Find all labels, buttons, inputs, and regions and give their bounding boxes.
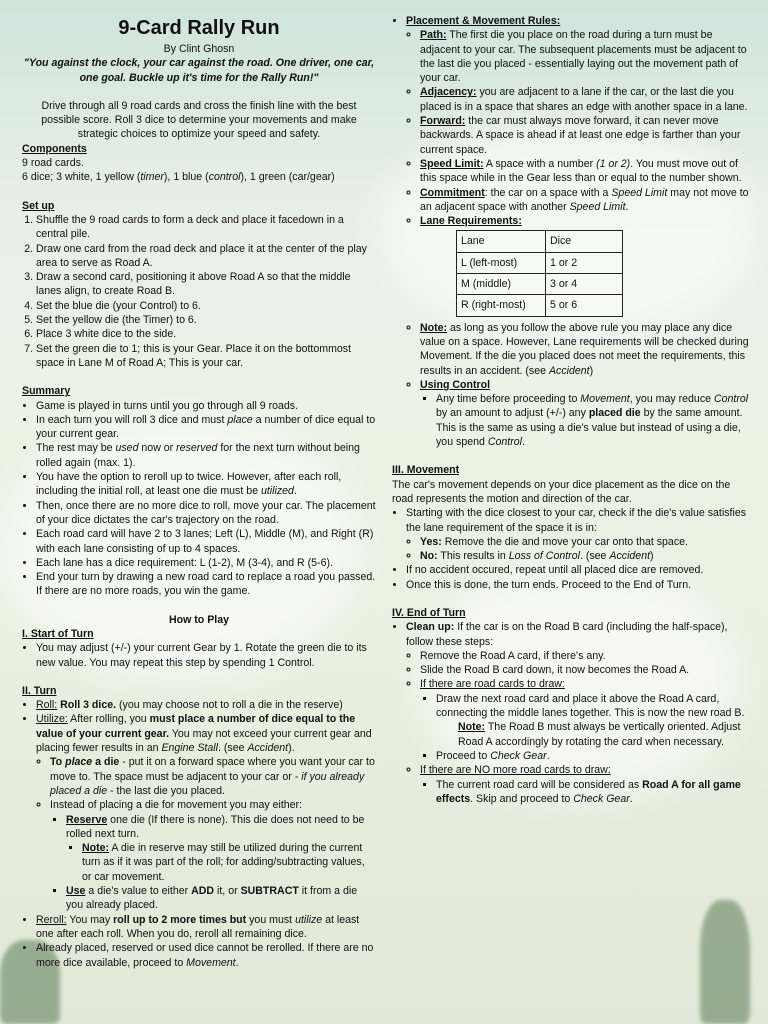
setup-heading: Set up [22,199,55,212]
table-cell: 3 or 4 [546,274,623,295]
table-row [457,274,623,295]
list-item: ▪ Note: A die in reserve may still be utilized during the current turn as if it was part of the roll; for adding/subtracting values, or car movement. [82,841,376,884]
list-item: ◦ Slide the Road B card down, it now becomes the Road A. [420,663,750,677]
list-item: ◦ Remove the Road A card, if there's any. [420,649,750,663]
list-item: • End your turn by drawing a new road card to replace a road you passed. If there are no more roads, you win the game. [36,570,376,599]
table-header-cell: Dice [546,231,623,252]
list-item: ▪ Any time before proceeding to Movement, you may reduce Control by an amount to adjust (+/-) any placed die by the same amount. This is the same as using a die's value but instead of using a die, you spend Control. [436,392,750,449]
background-tree [700,900,750,1024]
setup-step: 5. Set the yellow die (the Timer) to 6. [36,313,376,327]
list-item: • Once this is done, the turn ends. Proceed to the End of Turn. [406,578,750,592]
list-item: ◦ Commitment: the car on a space with a Speed Limit may not move to an adjacent space with another Speed Limit. [420,186,750,215]
lane-requirements-table [456,230,623,316]
components-heading: Components [22,142,87,155]
setup-step: 1. Shuffle the 9 road cards to form a deck and place it facedown in a central pile. [36,213,376,242]
table-row [457,295,623,316]
list-item: • You have the option to reroll up to twice. However, after each roll, including the initial roll, at least one die must be utilized. [36,470,376,499]
list-item: • Reroll: You may roll up to 2 more times but you must utilize at least one after each roll. When you do, reroll all remaining dice. [36,913,376,942]
table-cell: M (middle) [457,274,546,295]
list-item: • The rest may be used now or reserved for the next turn without being rolled again (max. 1). [36,441,376,470]
table-header-row [457,231,623,252]
list-item: • Clean up: If the car is on the Road B card (including the half-space), follow these steps: ◦ Remove the Road A card, if there's any. ◦ Slide the Road B card down, it now becomes the Road A. ◦ If there are road cards to draw: ▪ Draw the next road card and place it above the Road A card, connecting the middle lanes together. This is now the new road B. Note: The Road B must always be vertically oriented. Adjust Road A accordingly by rotating the card when necessary. ▪ Proceed to Check Gear. ◦ If there are NO more road cards to draw: ▪ The current road card will be considered as Road A for all game effects. Skip and proceed to Check Gear. [406,620,750,806]
movement-heading: III. Movement [392,464,460,477]
list-item: ▪ Use a die's value to either ADD it, or SUBTRACT it from a die you already placed. [66,884,376,913]
list-item: • Then, once there are no more dice to roll, move your car. The placement of your dice dictates the car's trajectory on the road. [36,499,376,528]
list-item: ▪ Proceed to Check Gear. [436,749,750,763]
list-item: ◦ Forward: the car must always move forward, it can never move backwards. A space is ahead if at least one edge is farther than your current space. [420,114,750,157]
end-of-turn-list [392,620,750,806]
list-item: ◦ No: This results in Loss of Control. (see Accident) [420,549,750,563]
left-column [22,0,376,970]
table-cell: R (right-most) [457,295,546,316]
list-item: ◦ If there are road cards to draw: ▪ Draw the next road card and place it above the Road A card, connecting the middle lanes together. This is now the new road B. Note: The Road B must always be vertically oriented. Adjust Road A accordingly by rotating the card when necessary. ▪ Proceed to Check Gear. [420,677,750,763]
list-item: ▪ The current road card will be considered as Road A for all game effects. Skip and proceed to Check Gear. [436,778,750,807]
summary-list [22,399,376,599]
intro-paragraph: Drive through all 9 road cards and cross the finish line with the best possible score. Roll 3 dice to determine your movements and make strategic choices to optimize your speed and safety. [41,99,357,141]
movement-list [392,506,750,592]
setup-step: 7. Set the green die to 1; this is your Gear. Place it on the bottommost space in Lane M of Road A; This is your car. [36,342,376,371]
list-item: • Utilize: After rolling, you must place a number of dice equal to the value of your current gear. You may not exceed your current gear and placing fewer results in an Engine Stall. (see Accident). ◦ To place a die - put it on a forward space where you want your car to move to. The space must be adjacent to your car or - if you already placed a die - the last die you placed. ◦ Instead of placing a die for movement you may either: ▪ Reserve one die (If there is none). This die does not need to be rolled next turn. ▪ Note: A die in reserve may still be utilized during the current turn as if it was part of the roll; for adding/subtracting values, or car movement. ▪ Use a die's value to either ADD it, or SUBTRACT it from a die you already placed. [36,712,376,912]
list-item: • You may adjust (+/-) your current Gear by 1. Rotate the green die to its new value. You may repeat this step by spending 1 Control. [36,641,376,670]
page-title: 9-Card Rally Run [118,17,280,39]
list-item: ◦ Instead of placing a die for movement you may either: ▪ Reserve one die (If there is none). This die does not need to be rolled next turn. ▪ Note: A die in reserve may still be utilized during the current turn as if it was part of the roll; for adding/subtracting values, or car movement. ▪ Use a die's value to either ADD it, or SUBTRACT it from a die you already placed. [50,798,376,912]
setup-step: 4. Set the blue die (your Control) to 6. [36,299,376,313]
list-item: ◦ If there are NO more road cards to draw: ▪ The current road card will be considered as Road A for all game effects. Skip and proceed to Check Gear. [420,763,750,806]
movement-intro: The car's movement depends on your dice placement as the dice on the road represents the motion and direction of the car. [392,478,731,505]
list-item: • Placement & Movement Rules: ◦ Path: The first die you place on the road during a turn must be adjacent to your car. The subsequent placements must be adjacent to the last die you placed - essentially laying out the movement path of your car. ◦ Adjacency: you are adjacent to a lane if the car, or the last die you placed is in a space that shares an edge with another space in a lane. ◦ Forward: the car must always move forward, it can never move backwards. A space is ahead if at least one edge is farther than your current space. ◦ Speed Limit: A space with a number (1 or 2). You must move out of this space while in the Gear less than or equal to the number shown. ◦ Commitment: the car on a space with a Speed Limit may not move to an adjacent space with another Speed Limit. ◦ Lane Requirements: [406,14,750,228]
start-of-turn-list [22,641,376,670]
setup-step: 3. Draw a second card, positioning it above Road A so that the middle lanes align, to create Road B. [36,270,376,299]
placement-list [392,14,750,228]
list-item: ◦ Yes: Remove the die and move your car onto that space. [420,535,750,549]
components-line: 9 road cards. [22,157,84,170]
list-item: • Game is played in turns until you go through all 9 roads. [36,399,376,413]
turn-list [22,698,376,970]
components-line: 6 dice; 3 white, 1 yellow (timer), 1 blue (control), 1 green (car/gear) [22,171,335,184]
table-row [457,252,623,273]
setup-list [22,213,376,370]
tagline: "You against the clock, your car against the road. One driver, one car, one goal. Buckle up it's time for the Rally Run!" [23,57,375,84]
list-item: • Each lane has a dice requirement: L (1-2), M (3-4), and R (5-6). [36,556,376,570]
summary-heading: Summary [22,385,71,398]
list-item: ◦ Using Control ▪ Any time before proceeding to Movement, you may reduce Control by an amount to adjust (+/-) any placed die by the same amount. This is the same as using a die's value but instead of using a die, you spend Control. [420,378,750,449]
list-item: ◦ To place a die - put it on a forward space where you want your car to move to. The space must be adjacent to your car or - if you already placed a die - the last die you placed. [50,755,376,798]
list-item: • Already placed, reserved or used dice cannot be rerolled. If there are no more dice available, proceed to Movement. [36,941,376,970]
how-to-play-heading: How to Play [168,613,230,626]
list-item: ▪ Reserve one die (If there is none). This die does not need to be rolled next turn. ▪ Note: A die in reserve may still be utilized during the current turn as if it was part of the roll; for adding/subtracting values, or car movement. [66,813,376,884]
list-item: ◦ Lane Requirements: [420,214,750,228]
list-item: • Roll: Roll 3 dice. (you may choose not to roll a die in the reserve) [36,698,376,712]
table-header-cell: Lane [457,231,546,252]
table-cell: L (left-most) [457,252,546,273]
list-item: ◦ Adjacency: you are adjacent to a lane if the car, or the last die you placed is in a space that shares an edge with another space in a lane. [420,85,750,114]
table-cell: 1 or 2 [546,252,623,273]
list-item: ◦ Path: The first die you place on the road during a turn must be adjacent to your car. The subsequent placements must be adjacent to the last die you placed - essentially laying out the movement path of your car. [420,28,750,85]
list-item: • If no accident occured, repeat until all placed dice are removed. [406,563,750,577]
list-item: ▪ Draw the next road card and place it above the Road A card, connecting the middle lanes together. This is now the new road B. Note: The Road B must always be vertically oriented. Adjust Road A accordingly by rotating the card when necessary. [436,692,750,749]
turn-heading: II. Turn [22,684,57,697]
right-column [392,14,750,806]
list-item: ◦ Note: as long as you follow the above rule you may place any dice value on a space. However, Lane requirements will be checked during Movement. If the die you placed does not meet the requirements, this results in an accident. (see Accident) [420,321,750,378]
end-of-turn-heading: IV. End of Turn [392,606,466,619]
start-of-turn-heading: I. Start of Turn [22,627,94,640]
table-cell: 5 or 6 [546,295,623,316]
author-line: By Clint Ghosn [163,43,235,55]
setup-step: 6. Place 3 white dice to the side. [36,327,376,341]
list-item: • In each turn you will roll 3 dice and must place a number of dice equal to your current gear. [36,413,376,442]
list-item: ◦ Speed Limit: A space with a number (1 or 2). You must move out of this space while in the Gear less than or equal to the number shown. [420,157,750,186]
road-b-note: Note: The Road B must always be vertically oriented. Adjust Road A accordingly by rotating the card when necessary. [458,721,741,748]
setup-step: 2. Draw one card from the road deck and place it at the center of the play area to serve as Road A. [36,242,376,271]
list-item: • Starting with the dice closest to your car, check if the die's value satisfies the lane requirement of the space it is in: ◦ Yes: Remove the die and move your car onto that space. ◦ No: This results in Loss of Control. (see Accident) [406,506,750,563]
list-item: • Each road card will have 2 to 3 lanes; Left (L), Middle (M), and Right (R) with each lane consisting of up to 4 spaces. [36,527,376,556]
